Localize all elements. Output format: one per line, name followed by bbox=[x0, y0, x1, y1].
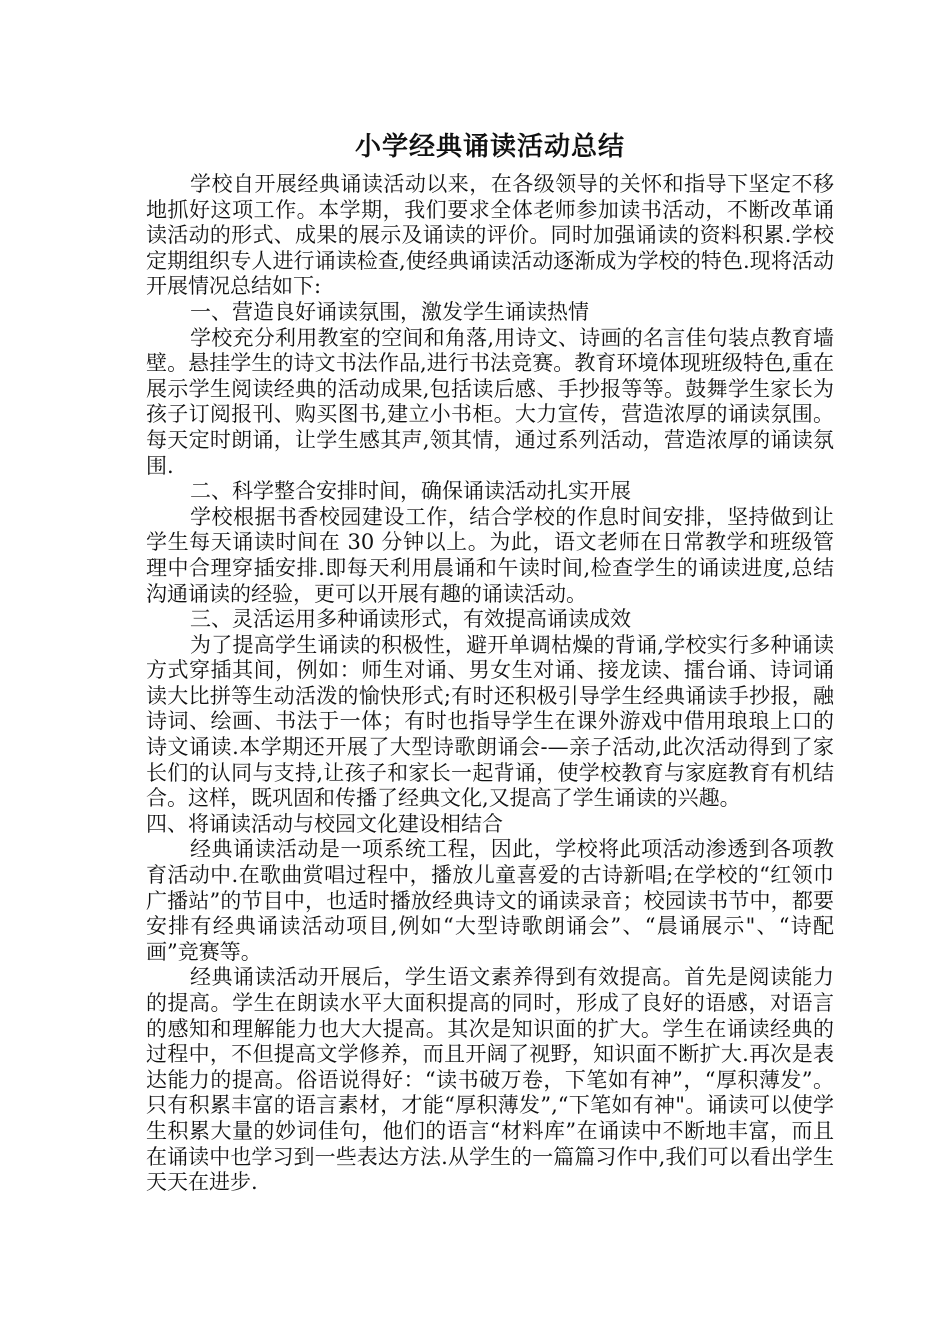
document-title: 小学经典诵读活动总结 bbox=[354, 132, 625, 162]
section-4-paragraph: 经典诵读活动是一项系统工程，因此，学校将此项活动渗透到各项教育活动中.在歌曲赏唱过程中，播放儿童喜爱的古诗新唱;在学校的“红领巾广播站”的节目中，也适时播放经典诗文的诵读录音；校园读书节中，都要安排有经典诵读活动项目,例如“大型诗歌朗诵会”、“晨诵展示"、“诗配画”竞赛等。 bbox=[146, 837, 834, 964]
section-3-paragraph: 为了提高学生诵读的积极性，避开单调枯燥的背诵,学校实行多种诵读方式穿插其间，例如：师生对诵、男女生对诵、接龙读、擂台诵、诗词诵读大比拼等生动活泼的愉快形式;有时还积极引导学生经典诵读手抄报，融诗词、绘画、书法于一体；有时也指导学生在课外游戏中借用琅琅上口的诗文诵读.本学期还开展了大型诗歌朗诵会-—亲子活动,此次活动得到了家长们的认同与支持,让孩子和家长一起背诵，使学校教育与家庭教育有机结合。这样，既巩固和传播了经典文化,又提高了学生诵读的兴趣。 bbox=[146, 632, 834, 811]
conclusion-paragraph: 经典诵读活动开展后，学生语文素养得到有效提高。首先是阅读能力的提高。学生在朗读水平大面积提高的同时，形成了良好的语感，对语言的感知和理解能力也大大提高。其次是知识面的扩大。学生在诵读经典的过程中，不但提高文学修养，而且开阔了视野，知识面不断扩大.再次是表达能力的提高。俗语说得好：“读书破万卷，下笔如有神”，“厚积薄发”。只有积累丰富的语言素材，才能“厚积薄发”,“下笔如有神"。诵读可以使学生积累大量的妙词佳句，他们的语言“材料库”在诵读中不断地丰富，而且在诵读中也学习到一些表达方法.从学生的一篇篇习作中,我们可以看出学生天天在进步. bbox=[146, 965, 834, 1195]
section-3-heading: 三、灵活运用多种诵读形式，有效提高诵读成效 bbox=[190, 607, 631, 632]
section-1-heading: 一、营造良好诵读氛围，激发学生诵读热情 bbox=[190, 299, 589, 324]
intro-paragraph: 学校自开展经典诵读活动以来，在各级领导的关怀和指导下坚定不移地抓好这项工作。本学期，我们要求全体老师参加读书活动，不断改革诵读活动的形式、成果的展示及诵读的评价。同时加强诵读的资料积累.学校定期组织专人进行诵读检查,使经典诵读活动逐渐成为学校的特色.现将活动开展情况总结如下: bbox=[146, 172, 834, 299]
section-2-paragraph: 学校根据书香校园建设工作，结合学校的作息时间安排，坚持做到让学生每天诵读时间在 30 分钟以上。为此，语文老师在日常教学和班级管理中合理穿插安排.即每天利用晨诵和午读时间,检查学生的诵读进度,总结沟通诵读的经验，更可以开展有趣的诵读活动。 bbox=[146, 504, 834, 606]
document-page bbox=[146, 128, 834, 1196]
section-1-paragraph: 学校充分利用教室的空间和角落,用诗文、诗画的名言佳句装点教育墙壁。悬挂学生的诗文书法作品,进行书法竞赛。教育环境体现班级特色,重在展示学生阅读经典的活动成果,包括读后感、手抄报等等。鼓舞学生家长为孩子订阅报刊、购买图书,建立小书柜。大力宣传，营造浓厚的诵读氛围。每天定时朗诵，让学生感其声,领其情，通过系列活动，营造浓厚的诵读氛围. bbox=[146, 325, 834, 478]
section-2-heading: 二、科学整合安排时间，确保诵读活动扎实开展 bbox=[190, 479, 631, 504]
section-4-heading: 四、将诵读活动与校园文化建设相结合 bbox=[146, 811, 503, 836]
